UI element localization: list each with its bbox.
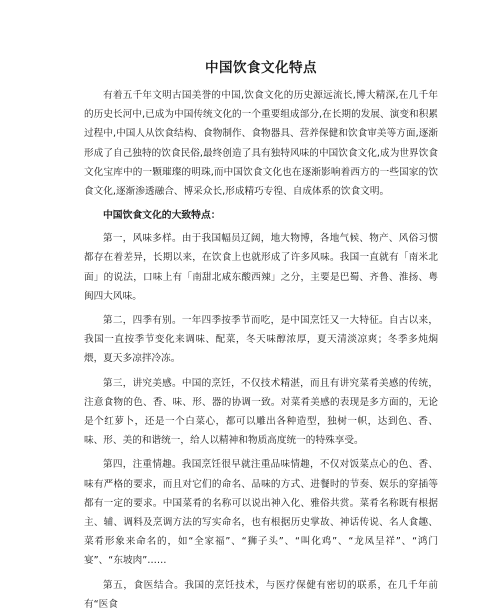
point-paragraph-5: 第五，食医结合。我国的烹饪技术，与医疗保健有密切的联系，在几千年前有“医食: [84, 579, 438, 610]
point-paragraph-1: 第一，风味多样。由于我国幅员辽阔，地大物博，各地气候、物产、风俗习惯都存在着差异，长期以来，在饮食上也就形成了许多风味。我国一直就有「南米北面」的说法，口味上有「南甜北咸东酸西辣」之分，主要是巴蜀、齐鲁、淮扬、粤闽四大风味。: [84, 233, 438, 302]
document-title: 中国饮食文化特点: [205, 60, 317, 76]
point-paragraph-3: 第三，讲究美感。中国的烹饪，不仅技术精湛，而且有讲究菜肴美感的传统，注意食物的色、香、味、形、器的协调一致。对菜肴美感的表现是多方面的，无论是个红萝卜，还是一个白菜心，都可以雕出各种造型，独树一帜，达到色、香、味、形、美的和谐统一，给人以精神和物质高度统一的特殊享受。: [84, 377, 438, 447]
point-paragraph-4: 第四，注重情趣。我国烹饪很早就注重品味情趣，不仅对饭菜点心的色、香、味有严格的要求，而且对它们的命名、品味的方式、进餐时的节奏、娱乐的穿插等都有一定的要求。中国菜肴的名称可以说出神入化、雅俗共赏。菜肴名称既有根据主、辅、调料及烹调方法的写实命名，也有根据历史掌故、神话传说、名人食趣、菜肴形象来命名的，如“全家福”、“狮子头”、“叫化鸡”、“龙凤呈祥”、“鸿门宴”、“东坡肉”……: [84, 459, 438, 567]
point-paragraph-2: 第二，四季有别。一年四季按季节而吃，是中国烹饪又一大特征。自古以来，我国一直按季节变化来调味、配菜，冬天味醇浓厚，夏天清淡凉爽；冬季多炖焖煨，夏天多凉拌冷冻。: [84, 315, 438, 365]
section-heading: 中国饮食文化的大致特点：: [103, 210, 221, 222]
intro-paragraph: 有着五千年文明古国美誉的中国,饮食文化的历史源远流长,博大精深,在几千年的历史长河中,已成为中国传统文化的一个重要组成部分,在长期的发展、演变和积累过程中,中国人从饮食结构、食物制作、食物器具、营养保健和饮食审美等方面,逐渐形成了自己独特的饮食民俗,最终创造了具有独特风味的中国饮食文化,成为世界饮食文化宝库中的一颗璀璨的明珠,而中国饮食文化也在逐渐影响着西方的一些国家的饮食文化,逐渐渗透融合、博采众长,形成精巧专徨、自成体系的饮食文明。: [84, 90, 438, 198]
